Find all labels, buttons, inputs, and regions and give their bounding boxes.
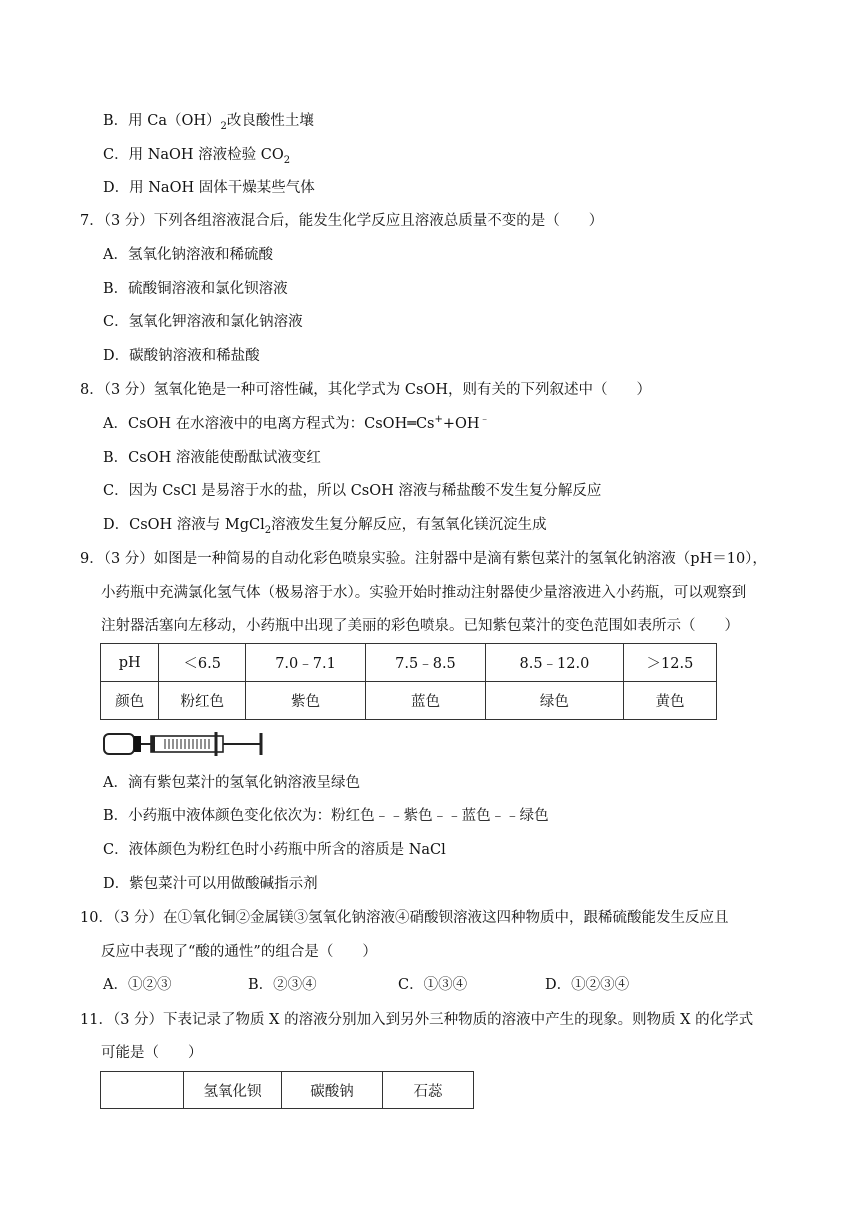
table-cell: 7.0﹣7.1: [246, 644, 366, 682]
q11-stem-line-2: 可能是（ ）: [101, 1045, 203, 1061]
q9-stem-line-1: 9．（3 分）如图是一种简易的自动化彩色喷泉实验。注射器中是滴有紫包菜汁的氢氧化钠溶液（pH＝10），: [80, 551, 767, 567]
q6-option-c: C．用 NaOH 溶液检验 $CO_2$: [103, 147, 291, 166]
q8-option-c: C．因为 CsCl 是易溶于水的盐，所以 CsOH 溶液与稀盐酸不发生复分解反应: [103, 483, 602, 499]
table-cell: 氢氧化钡: [184, 1072, 282, 1109]
q8-option-a: A．CsOH 在水溶液中的电离方程式为：CsOH═Cs++OH﹣: [103, 414, 490, 432]
table-cell: ＞12.5: [623, 644, 716, 682]
ph-color-table: [100, 643, 717, 720]
table-cell: 7.5﹣8.5: [365, 644, 485, 682]
table-cell: 颜色: [101, 682, 159, 720]
q7-option-c: C．氢氧化钾溶液和氯化钠溶液: [103, 314, 303, 330]
q8-option-d: D．CsOH 溶液与 MgCl$_2$溶液发生复分解反应，有氢氧化镁沉淀生成: [103, 517, 547, 536]
q10-stem-line-1: 10．（3 分）在①氧化铜②金属镁③氢氧化钠溶液④硝酸钡溶液这四种物质中，跟稀硫酸能发生反应且: [80, 910, 729, 926]
q8-stem: 8．（3 分）氢氧化铯是一种可溶性碱，其化学式为 CsOH，则有关的下列叙述中（ ）: [80, 382, 651, 398]
table-row: [101, 682, 717, 720]
q7-option-b: B．硫酸铜溶液和氯化钡溶液: [103, 281, 288, 297]
q9-option-b: B．小药瓶中液体颜色变化依次为：粉红色﹣﹣紫色﹣﹣蓝色﹣﹣绿色: [103, 808, 549, 824]
q10-option-a: A．①②③: [103, 977, 172, 993]
table-cell: 8.5﹣12.0: [485, 644, 623, 682]
table-cell: 绿色: [485, 682, 623, 720]
table-cell: 碳酸钠: [282, 1072, 383, 1109]
table-cell: 石蕊: [383, 1072, 474, 1109]
q7-option-a: A．氢氧化钠溶液和稀硫酸: [103, 247, 273, 263]
reaction-table: [100, 1071, 474, 1109]
q10-option-d: D．①②③④: [545, 977, 630, 993]
q6-option-b: B．用 $Ca(OH)_2$改良酸性土壤: [103, 113, 314, 132]
q6-option-d: D．用 NaOH 固体干燥某些气体: [103, 180, 315, 196]
syringe-vial-figure: [103, 731, 265, 757]
table-cell: 粉红色: [159, 682, 246, 720]
q10-option-b: B．②③④: [248, 977, 317, 993]
q9-option-c: C．液体颜色为粉红色时小药瓶中所含的溶质是 NaCl: [103, 842, 446, 858]
q10-option-c: C．①③④: [398, 977, 468, 993]
q7-option-d: D．碳酸钠溶液和稀盐酸: [103, 348, 260, 364]
vial-stopper-icon: [134, 736, 141, 752]
table-cell: 紫色: [246, 682, 366, 720]
table-cell: ＜6.5: [159, 644, 246, 682]
q7-stem: 7．（3 分）下列各组溶液混合后，能发生化学反应且溶液总质量不变的是（ ）: [80, 213, 604, 229]
table-row: [101, 644, 717, 682]
table-row: [101, 1072, 474, 1109]
syringe-barrel-icon: [151, 736, 223, 752]
table-cell: [101, 1072, 184, 1109]
q9-option-a: A．滴有紫包菜汁的氢氧化钠溶液呈绿色: [103, 775, 360, 791]
q11-stem-line-1: 11．（3 分）下表记录了物质 X 的溶液分别加入到另外三种物质的溶液中产生的现象。则物质 X 的化学式: [80, 1012, 754, 1028]
table-cell: pH: [101, 644, 159, 682]
q9-option-d: D．紫包菜汁可以用做酸碱指示剂: [103, 876, 318, 892]
vial-icon: [104, 734, 134, 754]
q9-stem-line-2: 小药瓶中充满氯化氢气体（极易溶于水）。实验开始时推动注射器使少量溶液进入小药瓶，可以观察到: [101, 585, 747, 601]
table-cell: 蓝色: [365, 682, 485, 720]
q9-stem-line-3: 注射器活塞向左移动，小药瓶中出现了美丽的彩色喷泉。已知紫包菜汁的变色范围如表所示（ ）: [101, 618, 739, 634]
q10-stem-line-2: 反应中表现了“酸的通性”的组合是（ ）: [101, 944, 377, 960]
table-cell: 黄色: [623, 682, 716, 720]
q8-option-b: B．CsOH 溶液能使酚酞试液变红: [103, 450, 321, 466]
